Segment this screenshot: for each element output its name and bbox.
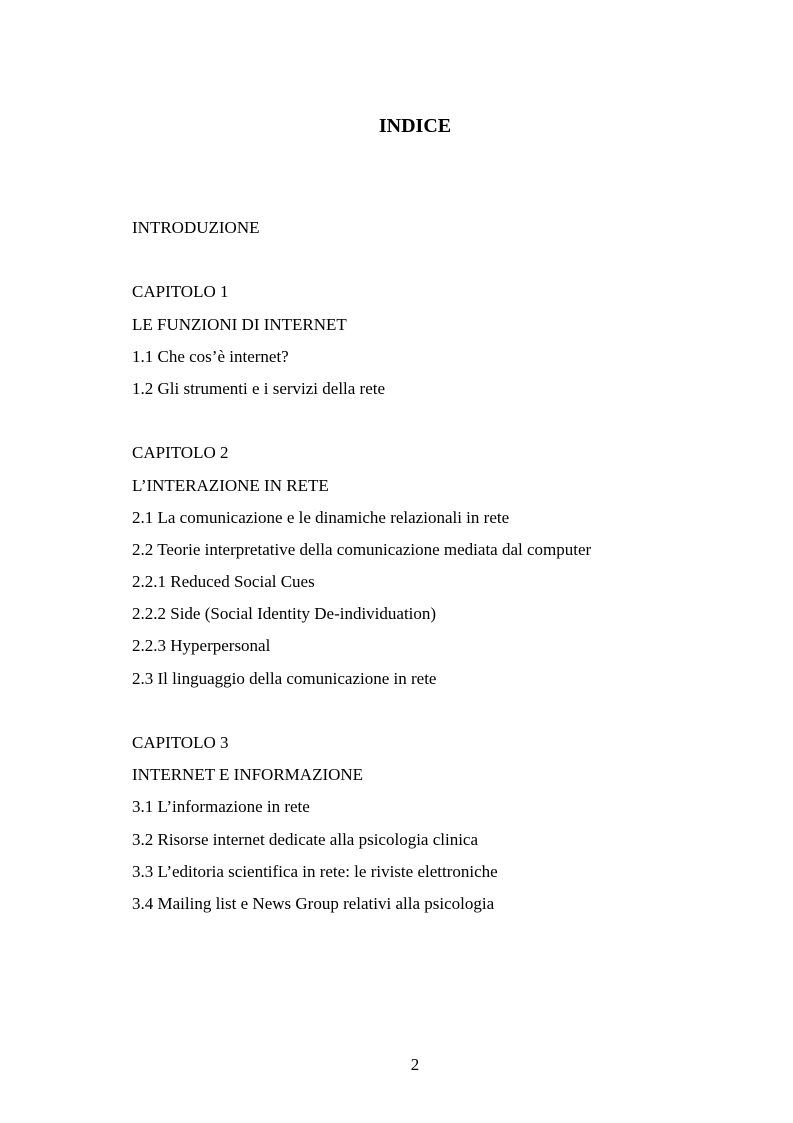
toc-section-1-1: 1.1 Che cos’è internet? [132, 346, 289, 366]
table-of-contents [132, 212, 732, 920]
toc-section-3-3: 3.3 L’editoria scientifica in rete: le riviste elettroniche [132, 861, 498, 881]
chapter-1-label: CAPITOLO 1 [132, 282, 229, 302]
toc-section-2-1: 2.1 La comunicazione e le dinamiche relazionali in rete [132, 507, 510, 527]
chapter-2-title: L’INTERAZIONE IN RETE [132, 475, 329, 495]
toc-section-2-2-3: 2.2.3 Hyperpersonal [132, 636, 271, 656]
chapter-2-label: CAPITOLO 2 [132, 443, 229, 463]
toc-spacer [132, 244, 732, 276]
toc-section-2-2: 2.2 Teorie interpretative della comunicazione mediata dal computer [132, 539, 592, 559]
toc-introduction: INTRODUZIONE [132, 218, 260, 237]
toc-section-3-4: 3.4 Mailing list e News Group relativi alla psicologia [132, 893, 495, 913]
chapter-3-title: INTERNET E INFORMAZIONE [132, 765, 364, 785]
toc-section-2-2-2: 2.2.2 Side (Social Identity De-individuation) [132, 604, 437, 624]
toc-section-3-1: 3.1 L’informazione in rete [132, 797, 310, 817]
toc-spacer [132, 405, 732, 437]
chapter-3-label: CAPITOLO 3 [132, 733, 229, 752]
toc-section-2-3: 2.3 Il linguaggio della comunicazione in rete [132, 668, 437, 688]
page-number: 2 [410, 1055, 420, 1074]
toc-section-3-2: 3.2 Risorse internet dedicate alla psicologia clinica [132, 829, 479, 849]
toc-section-2-2-1: 2.2.1 Reduced Social Cues [132, 572, 315, 592]
chapter-1-title: LE FUNZIONI DI INTERNET [132, 314, 347, 334]
toc-spacer [132, 695, 732, 727]
page-title: INDICE [378, 115, 452, 137]
toc-section-1-2: 1.2 Gli strumenti e i servizi della rete [132, 378, 386, 398]
